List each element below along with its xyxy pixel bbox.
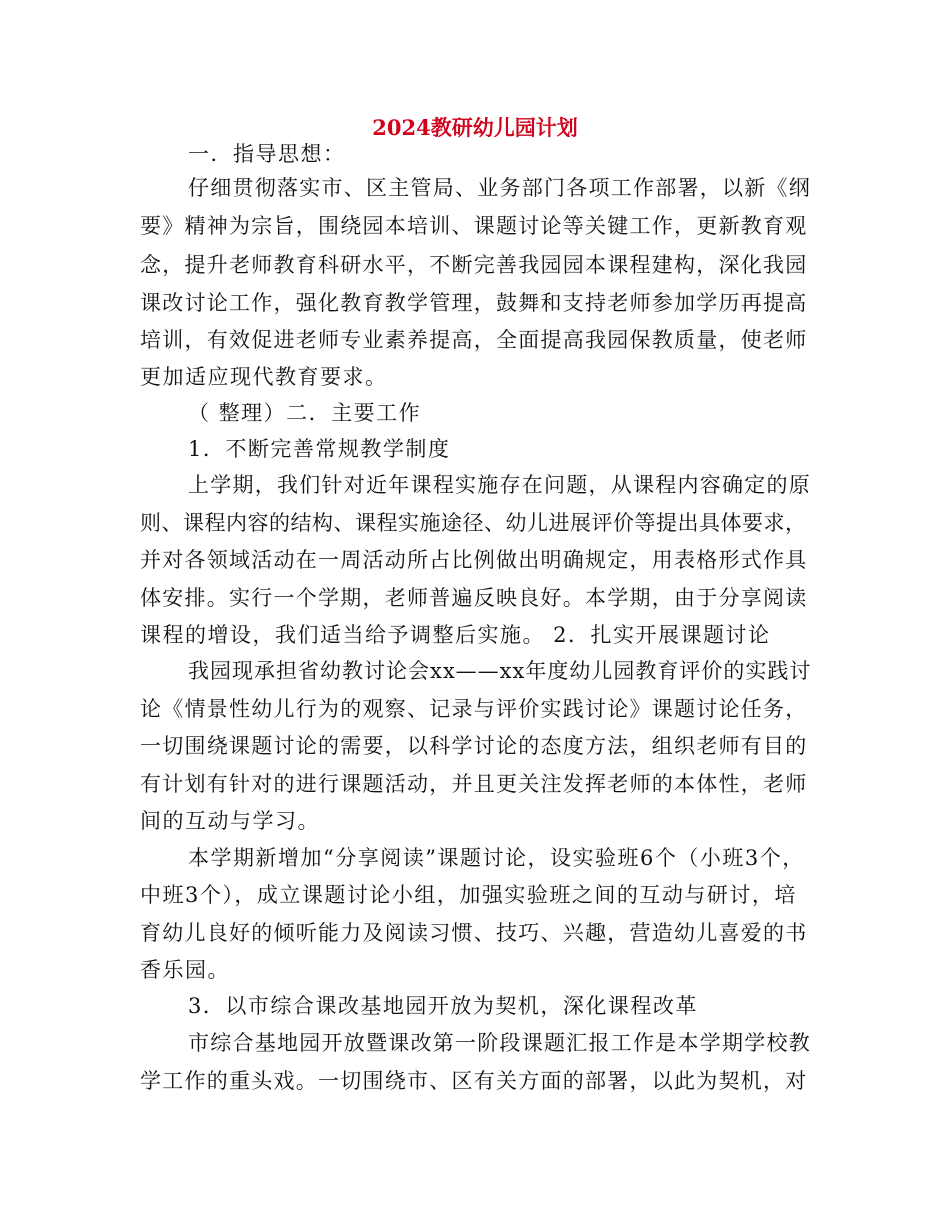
paragraph-line: 育幼儿良好的倾听能力及阅读习惯、技巧、兴趣，营造幼儿喜爱的书 (140, 921, 808, 945)
section-heading-main-work: （ 整理）二．主要工作 (188, 401, 422, 425)
paragraph-line: 中班3个），成立课题讨论小组，加强实验班之间的互动与研讨，培 (140, 883, 797, 907)
paragraph-line: 更加适应现代教育要求。 (140, 365, 388, 389)
subsection-heading-3: 3．以市综合课改基地园开放为契机，深化课程改革 (188, 994, 698, 1018)
paragraph-line: 仔细贯彻落实市、区主管局、业务部门各项工作部署，以新《纲 (188, 176, 811, 200)
subsection-heading-1: 1．不断完善常规教学制度 (188, 437, 451, 461)
paragraph-line: 要》精神为宗旨，围绕园本培训、课题讨论等关键工作，更新教育观 (140, 214, 808, 238)
paragraph-line: 上学期，我们针对近年课程实施存在问题，从课程内容确定的原 (188, 473, 811, 497)
section-heading-guiding-thought: 一．指导思想： (188, 142, 346, 166)
document-title: 2024教研幼儿园计划 (372, 115, 578, 140)
paragraph-line: 念，提升老师教育科研水平，不断完善我园园本课程建构，深化我园 (140, 253, 808, 277)
paragraph-line: 我园现承担省幼教讨论会xx——xx年度幼儿园教育评价的实践讨 (188, 659, 812, 683)
paragraph-line: 本学期新增加“分享阅读”课题讨论，设实验班6个（小班3个， (188, 846, 805, 870)
paragraph-line: 有计划有针对的进行课题活动，并且更关注发挥老师的本体性，老师 (140, 772, 808, 796)
paragraph-line: 市综合基地园开放暨课改第一阶段课题汇报工作是本学期学校教 (188, 1031, 811, 1055)
paragraph-line: 则、课程内容的结构、课程实施途径、幼儿进展评价等提出具体要求， (140, 511, 807, 535)
paragraph-line: 学工作的重头戏。一切围绕市、区有关方面的部署，以此为契机，对 (140, 1069, 808, 1093)
paragraph-line: 课程的增设，我们适当给予调整后实施。 2．扎实开展课题讨论 (140, 623, 771, 647)
paragraph-line: 培训，有效促进老师专业素养提高，全面提高我园保教质量，使老师 (140, 328, 808, 352)
paragraph-line: 并对各领域活动在一周活动所占比例做出明确规定，用表格形式作具 (140, 548, 808, 572)
paragraph-line: 香乐园。 (140, 958, 230, 982)
paragraph-line: 论《情景性幼儿行为的观察、记录与评价实践讨论》课题讨论任务， (140, 697, 808, 721)
paragraph-line: 间的互动与学习。 (140, 809, 320, 833)
paragraph-line: 体安排。实行一个学期，老师普遍反映良好。本学期，由于分享阅读 (140, 586, 808, 610)
paragraph-line: 课改讨论工作，强化教育教学管理，鼓舞和支持老师参加学历再提高 (140, 291, 808, 315)
paragraph-line: 一切围绕课题讨论的需要，以科学讨论的态度方法，组织老师有目的 (140, 734, 808, 758)
